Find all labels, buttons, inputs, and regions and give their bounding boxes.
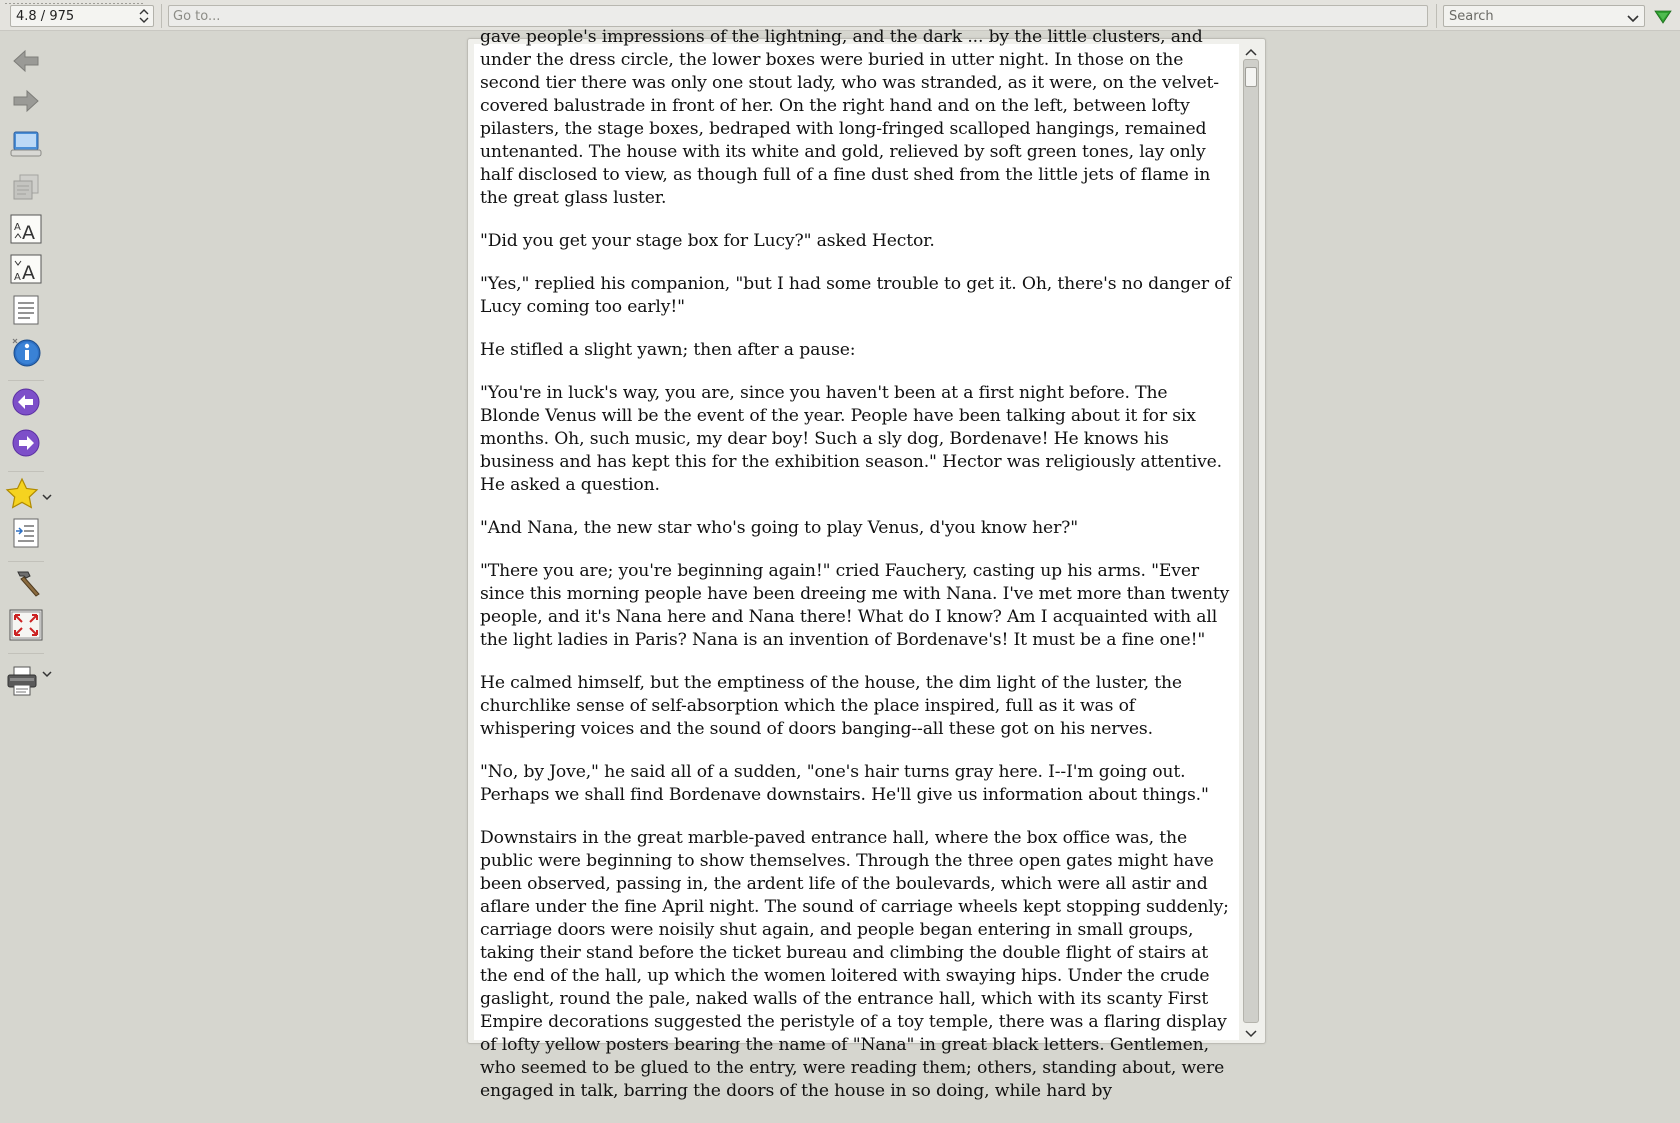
toolbar-separator <box>8 561 44 562</box>
copy-button[interactable] <box>6 169 46 205</box>
font-smaller-button[interactable] <box>6 251 46 287</box>
font-larger-icon <box>10 214 42 244</box>
paragraph: gave people's impressions of the lightning, and the dark ... by the little clusters, and under the dress circle, the lower boxes were buried in utter night. In those on the second tier there was only one stout lady, who was stranded, as it were, on the velvet-covered balustrade in front of her. On the right hand and on the left, between lofty pilasters, the stage boxes, bedraped with long-fringed scalloped hangings, remained untenanted. The house with its white and gold, relieved by soft green tones, lay only half disclosed to view, as though full of a fine dust shed from the little jets of flame in the great glass luster. <box>480 27 1219 208</box>
full-screen-button[interactable] <box>6 607 46 643</box>
paragraph: "And Nana, the new star who's going to play Venus, d'you know her?" <box>480 518 1078 538</box>
document-page[interactable] <box>474 27 1239 1101</box>
search-go-icon[interactable] <box>1654 9 1672 23</box>
document-frame <box>467 27 1266 1101</box>
paragraph: He stifled a slight yawn; then after a pause: <box>480 340 856 360</box>
font-smaller-icon <box>10 254 42 284</box>
svg-text:A: A <box>14 222 21 233</box>
reference-mode-button[interactable] <box>6 515 46 551</box>
print-button[interactable] <box>2 663 42 699</box>
star-icon <box>5 477 39 509</box>
svg-text:A: A <box>22 262 35 284</box>
scroll-thumb[interactable] <box>1245 67 1257 87</box>
toolbar-separator <box>8 653 44 654</box>
paragraph: "There you are; you're beginning again!" cried Fauchery, casting up his arms. "Ever since this morning people have been dreeing me with Nana. I've met more than twenty people, and it's Nana here and Nana there! What do I know? Am I acquainted with all the light ladies in Paris? Nana is an invention of Bordenave's! It must be a fine one!" <box>480 561 1230 650</box>
svg-text:A: A <box>14 272 21 283</box>
font-larger-button[interactable] <box>6 211 46 247</box>
search-combobox[interactable] <box>1443 5 1645 27</box>
paragraph: "Did you get your stage box for Lucy?" asked Hector. <box>480 231 935 251</box>
scroll-up-button[interactable] <box>1243 43 1259 57</box>
spin-arrows-icon[interactable] <box>138 7 150 25</box>
next-circle-icon <box>11 428 41 458</box>
forward-button[interactable] <box>6 83 46 119</box>
chevron-down-icon <box>1627 12 1639 27</box>
info-icon <box>10 336 42 368</box>
toolbar-separator <box>8 471 44 472</box>
paragraph: Downstairs in the great marble-paved entrance hall, where the box office was, the public were beginning to show themselves. Through the three open gates might have been observed, passing in, the ardent life of the boulevards, which were all astir and aflare under the fine April night. The sound of carriage wheels kept stopping suddenly; carriage doors were noisily shut again, and people began entering in small groups, taking their stand before the ticket bureau and climbing the double flight of stairs at the end of the hall, up which the women loitered with swaying hips. Under the crude gaslight, round the pale, naked walls of the entrance hall, which with its scanty First Empire decorations suggested the peristyle of a toy temple, there was a flaring display of lofty yellow posters bearing the name of "Nana" in great black letters. Gentlemen, who seemed to be glued to the entry, were reading them; others, standing about, were engaged in talk, barring the doors of the house in so doing, while hard by <box>480 828 1229 1101</box>
chevron-down-icon[interactable] <box>42 486 52 505</box>
goto-input[interactable] <box>168 5 1428 27</box>
toc-icon <box>12 295 40 325</box>
toolbar-separator <box>8 380 44 381</box>
back-button[interactable] <box>6 43 46 79</box>
open-library-button[interactable] <box>6 126 46 162</box>
chevron-up-icon <box>1245 41 1257 60</box>
bookmarks-button[interactable] <box>2 475 42 511</box>
svg-text:A: A <box>22 222 35 244</box>
paragraph: "Yes," replied his companion, "but I had some trouble to get it. Oh, there's no danger of Lucy coming too early!" <box>480 274 1231 317</box>
paragraph: He calmed himself, but the emptiness of the house, the dim light of the luster, the churchlike sense of self-absorption which the place inspired, full as it was of whispering voices and the sound of doors banging--all these got on his nerves. <box>480 673 1182 739</box>
scroll-track[interactable] <box>1243 59 1259 1023</box>
document-text <box>480 26 1232 1123</box>
chevron-down-icon[interactable] <box>42 663 52 682</box>
left-toolbar <box>0 31 56 1050</box>
chevron-down-icon <box>1245 1023 1257 1042</box>
copy-icon <box>10 172 42 202</box>
vertical-scrollbar[interactable] <box>1241 41 1261 1041</box>
page-position-value: 4.8 / 975 <box>16 9 75 24</box>
page-position-spinbox[interactable] <box>10 5 154 27</box>
printer-icon <box>5 665 39 697</box>
hammer-icon <box>10 568 42 598</box>
toolbar-separator <box>161 4 162 28</box>
previous-circle-icon <box>11 387 41 417</box>
forward-arrow-icon <box>12 88 40 114</box>
reference-icon <box>12 518 40 548</box>
back-arrow-icon <box>12 48 40 74</box>
paragraph: "You're in luck's way, you are, since you haven't been at a first night before. The Blonde Venus will be the event of the year. People have been talking about it for six months. Oh, such music, my dear boy! Such a sly dog, Bordenave! He knows his business and has kept this for the exhibition season." Hector was religiously attentive. He asked a question. <box>480 383 1222 495</box>
previous-page-button[interactable] <box>6 384 46 420</box>
scroll-down-button[interactable] <box>1243 1025 1259 1039</box>
preferences-button[interactable] <box>6 565 46 601</box>
toolbar-separator <box>1436 4 1437 28</box>
search-placeholder: Search <box>1449 9 1494 24</box>
fullscreen-icon <box>9 609 43 641</box>
next-page-button[interactable] <box>6 425 46 461</box>
library-icon <box>10 129 42 159</box>
table-of-contents-button[interactable] <box>6 292 46 328</box>
paragraph: "No, by Jove," he said all of a sudden, "one's hair turns gray here. I--I'm going out. Perhaps we shall find Bordenave downstairs. He'll give us information about things." <box>480 762 1209 805</box>
metadata-button[interactable] <box>6 334 46 370</box>
